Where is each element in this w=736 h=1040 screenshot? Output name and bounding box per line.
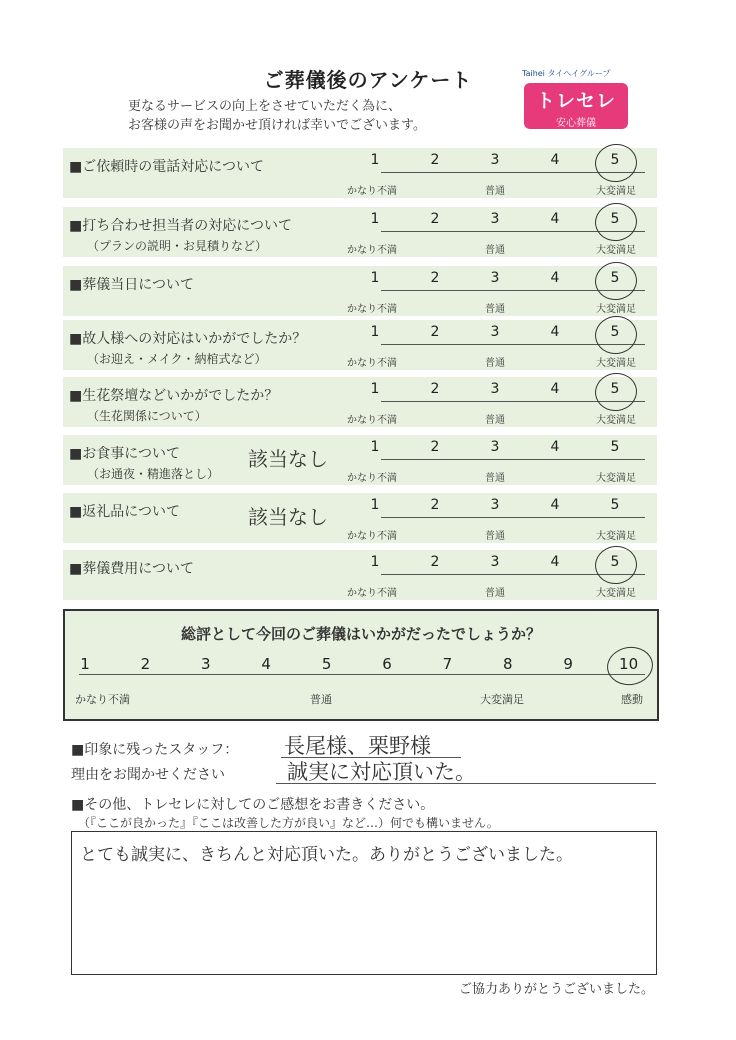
rating-scale-line — [381, 517, 645, 518]
question-sublabel: （お迎え・メイク・納棺式など） — [87, 352, 267, 366]
scale-label-low: かなり不満 — [347, 473, 397, 484]
logo-group-name: Taihei タイヘイグループ — [522, 69, 611, 78]
rating-option[interactable]: 5 — [610, 211, 620, 227]
rating-option[interactable]: 2 — [430, 381, 440, 397]
rating-option[interactable]: 1 — [370, 152, 380, 168]
question-label: ■生花祭壇などいかがでしたか？ — [69, 388, 279, 404]
rating-option[interactable]: 2 — [430, 152, 440, 168]
rating-option[interactable]: 5 — [610, 381, 620, 397]
rating-option[interactable]: 1 — [370, 211, 380, 227]
rating-option[interactable]: 1 — [370, 324, 380, 340]
rating-option[interactable]: 4 — [550, 270, 560, 286]
overall-rating-option[interactable]: 4 — [261, 655, 271, 673]
question-label: ■返礼品について — [69, 504, 180, 520]
overall-rating-option[interactable]: 1 — [80, 655, 90, 673]
scale-label-low: かなり不満 — [347, 358, 397, 369]
rating-option[interactable]: 1 — [370, 381, 380, 397]
question-row — [63, 435, 657, 485]
scale-label-high: 大変満足 — [596, 304, 636, 315]
scale-label-low: かなり不満 — [347, 245, 397, 256]
overall-label-top: 感動 — [621, 693, 643, 706]
intro-line-2: お客様の声をお聞かせ頂ければ幸いでございます。 — [128, 118, 426, 133]
overall-rating-option[interactable]: 5 — [321, 655, 332, 673]
overall-rating-option[interactable]: 10 — [619, 655, 639, 673]
overall-rating-option[interactable]: 9 — [563, 655, 573, 673]
overall-rating-option[interactable]: 7 — [442, 655, 453, 673]
scale-label-mid: 普通 — [485, 473, 505, 484]
reason-answer[interactable]: 誠実に対応頂いた。 — [287, 760, 476, 784]
rating-option[interactable]: 1 — [370, 270, 380, 286]
rating-option[interactable]: 5 — [610, 554, 620, 570]
comments-answer: とても誠実に、きちんと対応頂いた。ありがとうございました。 — [80, 845, 573, 865]
staff-label: ■印象に残ったスタッフ： — [71, 742, 239, 758]
rating-option[interactable]: 2 — [430, 497, 440, 513]
scale-label-mid: 普通 — [485, 531, 505, 542]
survey-intro — [128, 97, 426, 135]
selected-rating-circle — [593, 141, 640, 184]
scale-label-high: 大変満足 — [596, 415, 636, 426]
scale-label-mid: 普通 — [485, 358, 505, 369]
scale-label-low: かなり不満 — [347, 415, 397, 426]
reason-underline — [276, 783, 656, 784]
question-row — [63, 550, 657, 600]
scale-label-mid: 普通 — [485, 245, 505, 256]
rating-scale-line — [381, 459, 645, 460]
scale-label-mid: 普通 — [485, 588, 505, 599]
rating-option[interactable]: 4 — [550, 497, 560, 513]
rating-option[interactable]: 5 — [610, 270, 620, 286]
question-label: ■ご依頼時の電話対応について — [69, 159, 264, 175]
overall-question: 総評として今回のご葬儀はいかがだったでしょうか？ — [180, 625, 541, 643]
question-label: ■葬儀費用について — [69, 561, 194, 577]
question-row — [63, 320, 657, 370]
question-handwritten-note: 該当なし — [248, 505, 328, 529]
rating-option[interactable]: 4 — [550, 439, 560, 455]
rating-option[interactable]: 4 — [550, 152, 560, 168]
scale-label-low: かなり不満 — [347, 588, 397, 599]
scale-label-low: かなり不満 — [347, 186, 397, 197]
rating-option[interactable]: 5 — [610, 439, 620, 455]
question-label: ■故人様への対応はいかがでしたか？ — [69, 331, 307, 347]
scale-label-high: 大変満足 — [596, 186, 636, 197]
rating-option[interactable]: 3 — [490, 324, 500, 340]
rating-option[interactable]: 1 — [370, 554, 380, 570]
logo-badge — [524, 83, 628, 129]
scale-label-mid: 普通 — [485, 304, 505, 315]
scale-label-high: 大変満足 — [596, 473, 636, 484]
scale-label-low: かなり不満 — [347, 531, 397, 542]
staff-answer[interactable]: 長尾様、栗野様 — [284, 734, 431, 758]
selected-rating-circle — [593, 259, 640, 302]
overall-label-high: 大変満足 — [480, 693, 524, 706]
reason-label: 理由をお聞かせください — [71, 767, 225, 783]
intro-line-1: 更なるサービスの向上をさせていただく為に、 — [128, 99, 402, 114]
logo-subtitle: 安心葬儀 — [556, 118, 596, 129]
comments-hint: （『ここが良かった』『ここは改善した方が良い』など…）何でも構いません。 — [78, 816, 499, 830]
comments-label: ■その他、トレセレに対してのご感想をお書きください。 — [71, 797, 435, 813]
overall-rating-box — [63, 609, 659, 721]
comments-box[interactable] — [71, 831, 657, 975]
selected-rating-circle — [593, 543, 640, 586]
rating-option[interactable]: 2 — [430, 270, 440, 286]
company-logo — [522, 68, 630, 129]
rating-option[interactable]: 3 — [490, 270, 500, 286]
selected-rating-circle — [593, 313, 640, 356]
question-label: ■葬儀当日について — [69, 277, 194, 293]
overall-scale-line — [79, 674, 645, 675]
overall-rating-option[interactable]: 3 — [201, 655, 211, 673]
rating-option[interactable]: 2 — [430, 211, 440, 227]
logo-brand: トレセレ — [535, 90, 616, 112]
survey-title: ご葬儀後のアンケート — [263, 68, 473, 92]
scale-label-mid: 普通 — [485, 415, 505, 426]
rating-option[interactable]: 1 — [370, 439, 380, 455]
rating-option[interactable]: 4 — [550, 381, 560, 397]
question-sublabel: （お通夜・精進落とし） — [87, 467, 220, 481]
rating-option[interactable]: 5 — [610, 497, 620, 513]
rating-option[interactable]: 3 — [490, 497, 500, 513]
rating-option[interactable]: 2 — [430, 324, 440, 340]
rating-option[interactable]: 5 — [610, 152, 620, 168]
question-row — [63, 377, 657, 427]
question-sublabel: （プランの説明・お見積りなど） — [87, 239, 268, 253]
question-row — [63, 148, 657, 198]
question-row — [63, 493, 657, 543]
rating-option[interactable]: 5 — [610, 324, 620, 340]
overall-rating-option[interactable]: 6 — [382, 655, 392, 673]
scale-label-high: 大変満足 — [596, 358, 636, 369]
rating-option[interactable]: 4 — [550, 211, 560, 227]
overall-rating-option[interactable]: 2 — [140, 655, 151, 673]
rating-option[interactable]: 2 — [430, 439, 440, 455]
question-label: ■お食事について — [69, 446, 180, 462]
scale-label-mid: 普通 — [485, 186, 505, 197]
question-handwritten-note: 該当なし — [248, 447, 328, 471]
scale-label-low: かなり不満 — [347, 304, 397, 315]
question-row — [63, 266, 657, 316]
question-sublabel: （生花関係について） — [87, 409, 207, 423]
rating-option[interactable]: 4 — [550, 554, 560, 570]
scale-label-high: 大変満足 — [596, 245, 636, 256]
rating-option[interactable]: 2 — [430, 554, 440, 570]
rating-option[interactable]: 3 — [490, 152, 500, 168]
rating-option[interactable]: 3 — [490, 554, 500, 570]
rating-option[interactable]: 1 — [370, 497, 380, 513]
selected-rating-circle — [593, 200, 640, 243]
selected-rating-circle — [593, 370, 640, 413]
overall-selected-circle — [604, 644, 655, 688]
overall-label-low: かなり不満 — [75, 693, 130, 706]
rating-option[interactable]: 3 — [490, 439, 500, 455]
rating-option[interactable]: 4 — [550, 324, 560, 340]
rating-option[interactable]: 3 — [490, 211, 500, 227]
overall-label-mid: 普通 — [310, 693, 332, 706]
scale-label-high: 大変満足 — [596, 531, 636, 542]
scale-label-high: 大変満足 — [596, 588, 636, 599]
footer-thanks: ご協力ありがとうございました。 — [459, 982, 655, 997]
rating-option[interactable]: 3 — [490, 381, 500, 397]
overall-rating-option[interactable]: 8 — [503, 655, 513, 673]
question-label: ■打ち合わせ担当者の対応について — [69, 218, 292, 234]
question-row — [63, 207, 657, 257]
